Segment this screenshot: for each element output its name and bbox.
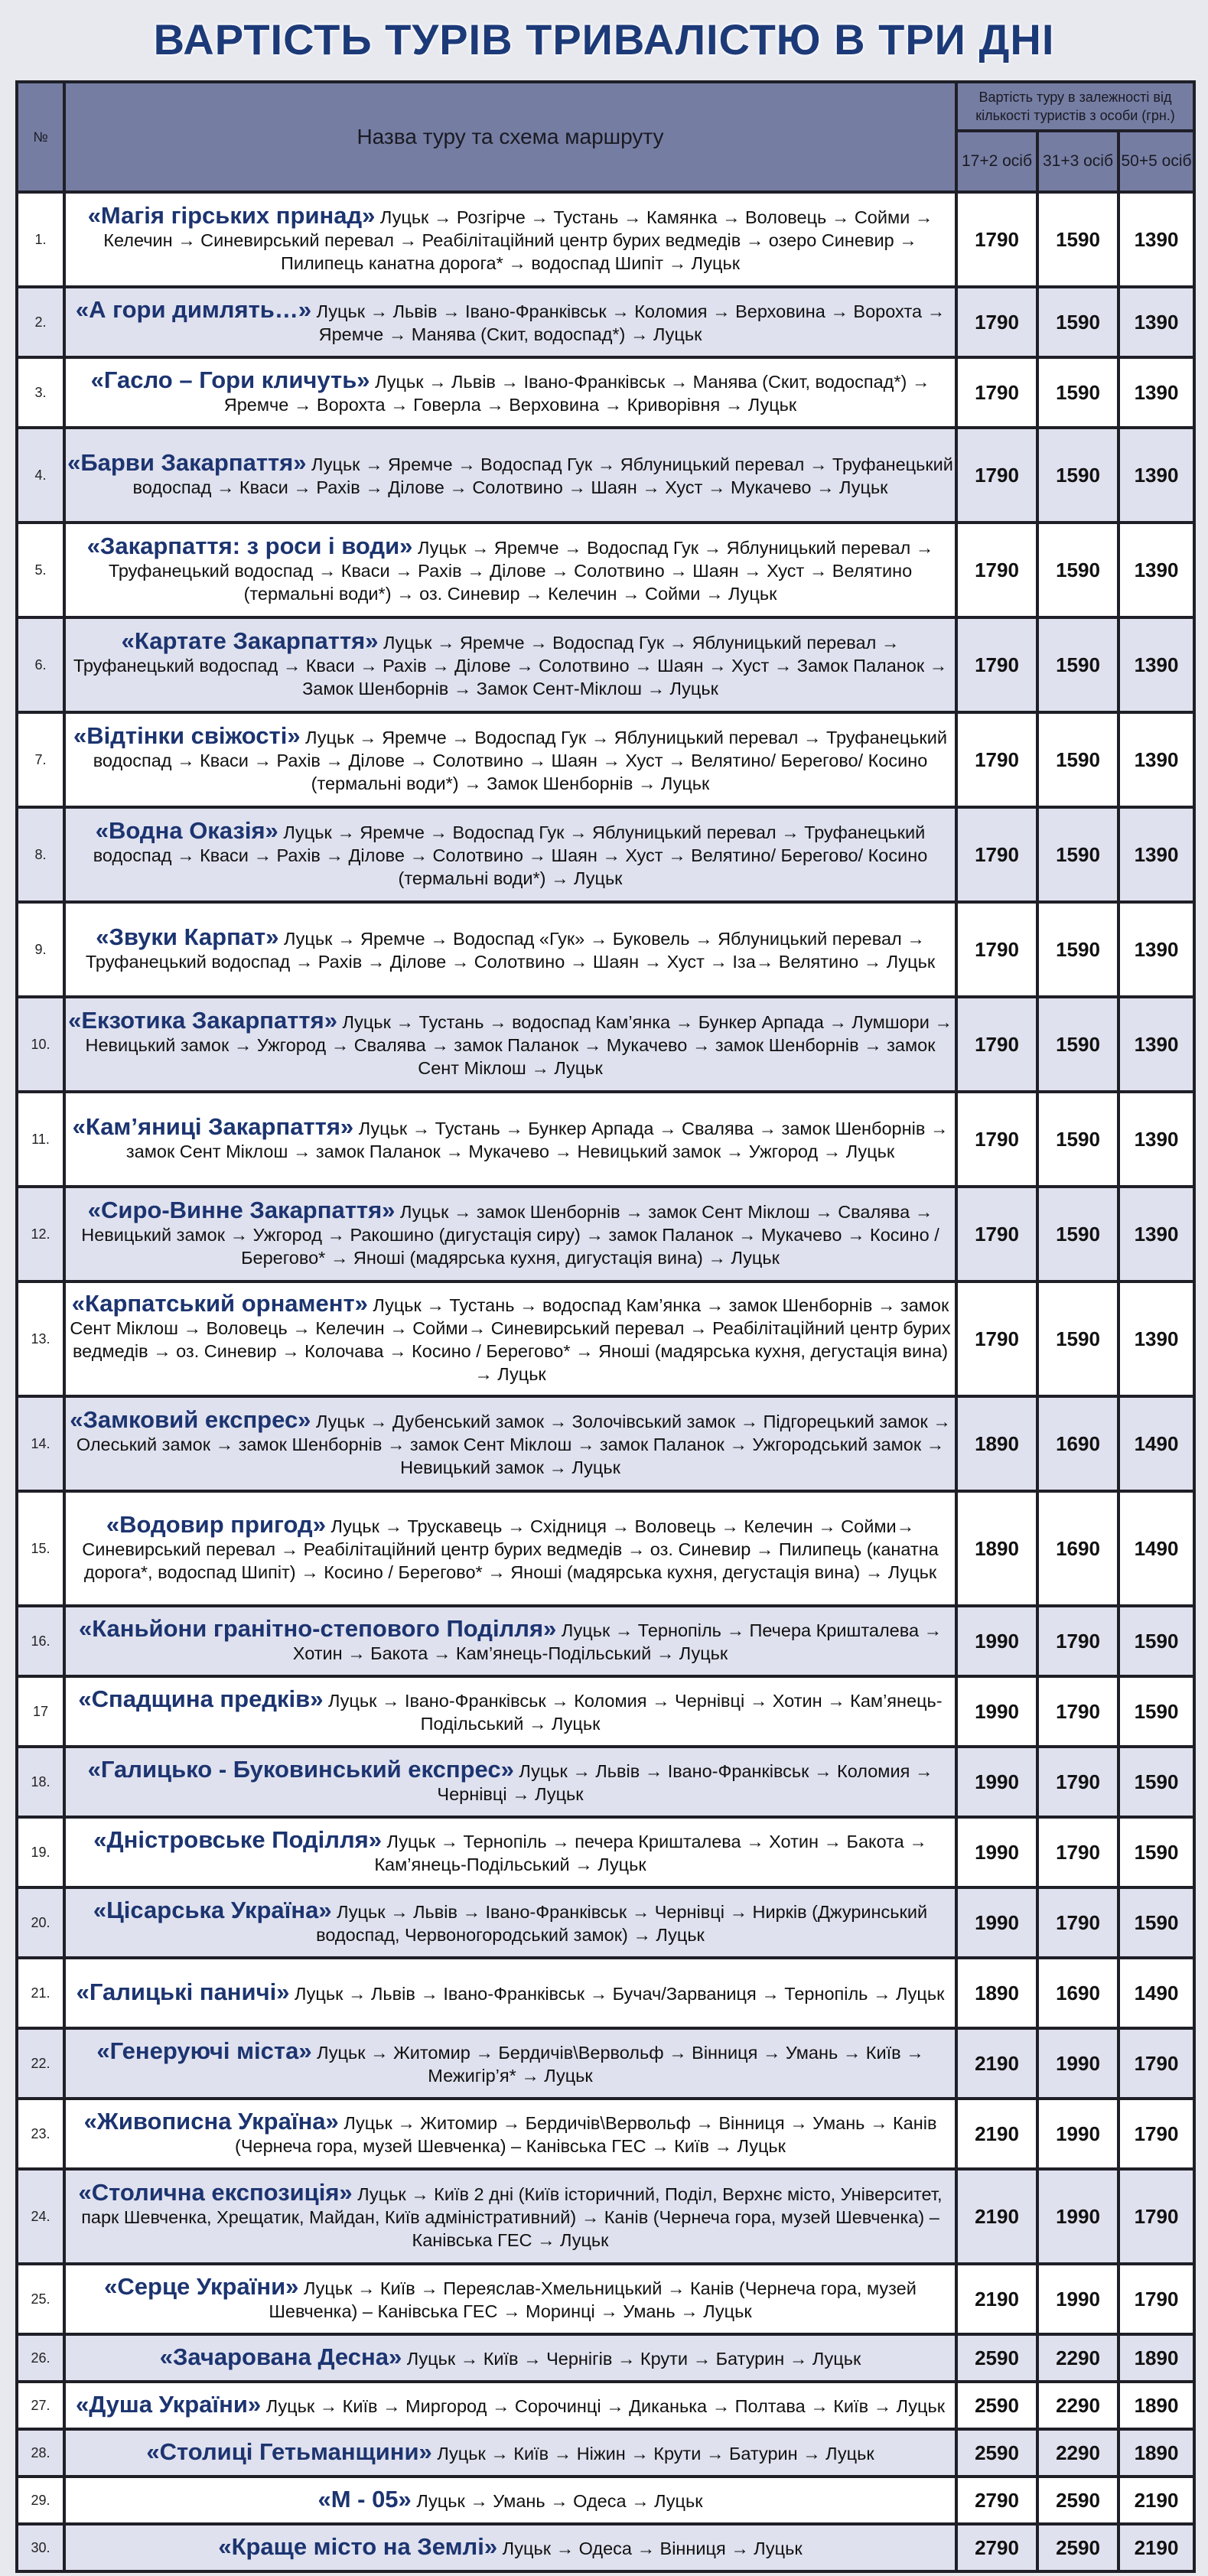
tour-price-2: 1590 (1037, 617, 1118, 712)
tour-name: «Сиро-Винне Закарпаття» (87, 1197, 396, 1223)
tour-route: Луцьк → Яремче → Водоспад Гук → Яблуницький перевал → Труфанецький водоспад → Кваси → Рахів → Ділове → Солотвино → Шаян → Хуст → Велятино (термальні води*) → оз. Синевир → Келечин → Сойми → Луцьк (108, 538, 934, 604)
tour-price-3: 1790 (1118, 2099, 1194, 2169)
tour-route-cell (64, 2028, 956, 2099)
tour-route-cell (64, 523, 956, 617)
tour-number: 10. (17, 997, 64, 1092)
tour-price-3: 1390 (1118, 902, 1194, 997)
tour-price-2: 1790 (1037, 1676, 1118, 1747)
tour-price-1: 1990 (956, 1887, 1037, 1958)
tour-price-2: 1690 (1037, 1491, 1118, 1606)
tour-price-1: 1790 (956, 712, 1037, 807)
tour-route-cell (64, 428, 956, 523)
tour-route-cell (64, 2524, 956, 2571)
tour-name: «Столична експозиція» (78, 2179, 353, 2206)
tour-number: 14. (17, 1396, 64, 1491)
tour-price-1: 1990 (956, 1606, 1037, 1676)
tour-price-2: 1590 (1037, 1187, 1118, 1281)
tour-price-2: 2290 (1037, 2429, 1118, 2477)
tour-number: 11. (17, 1092, 64, 1187)
tour-route: Луцьк → Київ → Чернігів → Крути → Батурин → Луцьк (406, 2349, 861, 2369)
tour-price-3: 1790 (1118, 2264, 1194, 2334)
tour-price-2: 1990 (1037, 2264, 1118, 2334)
tour-route-cell (64, 2264, 956, 2334)
tour-route: Луцьк → Яремче → Водоспад Гук → Яблуницький перевал → Труфанецький водоспад → Кваси → Рахів → Ділове → Солотвино → Шаян → Хуст → Мукачево → Луцьк (132, 454, 953, 497)
tour-row (17, 1281, 1194, 1396)
tour-number: 8. (17, 807, 64, 902)
tour-price-1: 2190 (956, 2099, 1037, 2169)
tour-route: Луцьк → Трускавець → Східниця → Воловець → Келечин → Сойми→ Синевирський перевал → Реабілітаційний центр бурих ведмедів → оз. Синевир → Пилипець (канатна дорога*, водоспад Шипіт) → Косино / Берегово* → Яноші (мадярська кухня, дегустація вина) → Луцьк (82, 1516, 939, 1582)
tour-number: 9. (17, 902, 64, 997)
tour-route: Луцьк → Житомир → Бердичів\Вервольф → Вінниця → Умань → Київ → Межигір’я* → Луцьк (317, 2043, 924, 2086)
tour-number: 12. (17, 1187, 64, 1281)
tour-name: «Екзотика Закарпаття» (68, 1007, 337, 1034)
tour-route-cell (64, 1606, 956, 1676)
tour-number: 19. (17, 1817, 64, 1887)
tour-name: «Магія гірських принад» (87, 202, 376, 229)
tour-row (17, 523, 1194, 617)
tour-route: Луцьк → Київ → Миргород → Сорочинці → Диканька → Полтава → Київ → Луцьк (265, 2396, 946, 2416)
header-price-group: Вартість туру в залежності від кількості туристів з особи (грн.) (956, 82, 1194, 131)
tour-price-1: 1890 (956, 1491, 1037, 1606)
tour-route-cell (64, 357, 956, 428)
tour-number: 26. (17, 2334, 64, 2382)
tour-route: Луцьк → Умань → Одеса → Луцьк (416, 2491, 703, 2511)
tour-price-2: 2290 (1037, 2334, 1118, 2382)
tour-name: «Живописна Україна» (83, 2108, 339, 2135)
tour-route: Луцьк → Одеса → Вінниця → Луцьк (502, 2539, 803, 2558)
tour-number: 13. (17, 1281, 64, 1396)
tour-price-1: 1890 (956, 1958, 1037, 2028)
tour-price-1: 1790 (956, 428, 1037, 523)
tour-price-1: 2190 (956, 2264, 1037, 2334)
tour-name: «Галицько - Буковинський експрес» (87, 1756, 514, 1783)
tour-route: Луцьк → Київ → Переяслав-Хмельницький → Канів (Чернеча гора, музей Шевченка) – Канівська ГЕС → Моринці → Умань → Луцьк (269, 2278, 917, 2321)
tour-row (17, 617, 1194, 712)
tour-price-3: 1390 (1118, 192, 1194, 287)
tour-route: Луцьк → Львів → Івано-Франківськ → Чернівці → Нирків (Джуринський водоспад, Червоногородський замок) → Луцьк (316, 1902, 928, 1945)
tour-price-2: 1590 (1037, 1092, 1118, 1187)
tour-route: Луцьк → Львів → Івано-Франківськ → Коломия → Верховина → Ворохта → Яремче → Манява (Скит, водоспад*) → Луцьк (316, 301, 946, 344)
tour-name: «Столиці Гетьманщини» (146, 2438, 432, 2465)
tour-price-2: 1790 (1037, 1817, 1118, 1887)
tour-number: 30. (17, 2524, 64, 2571)
tour-price-2: 1590 (1037, 997, 1118, 1092)
tour-number: 27. (17, 2382, 64, 2429)
page-title: ВАРТІСТЬ ТУРІВ ТРИВАЛІСТЮ В ТРИ ДНІ (153, 15, 1055, 64)
tour-price-2: 1990 (1037, 2169, 1118, 2264)
tour-row (17, 2169, 1194, 2264)
tour-price-3: 1390 (1118, 1281, 1194, 1396)
tour-price-1: 1790 (956, 997, 1037, 1092)
tour-route: Луцьк → Тернопіль → Печера Кришталева → Хотин → Бакота → Кам’янець-Подільський → Луцьк (292, 1620, 943, 1663)
tour-route-cell (64, 1747, 956, 1817)
tour-number: 18. (17, 1747, 64, 1817)
tour-price-1: 1790 (956, 1092, 1037, 1187)
tour-name: «Серце України» (104, 2273, 299, 2300)
tour-row (17, 1817, 1194, 1887)
tour-price-2: 1590 (1037, 712, 1118, 807)
tour-name: «Картате Закарпаття» (121, 627, 379, 654)
tour-number: 21. (17, 1958, 64, 2028)
tour-price-1: 2790 (956, 2524, 1037, 2571)
tour-price-1: 2190 (956, 2169, 1037, 2264)
tour-number: 15. (17, 1491, 64, 1606)
tour-name: «Барви Закарпаття» (67, 449, 307, 476)
tour-number: 20. (17, 1887, 64, 1958)
tour-number: 24. (17, 2169, 64, 2264)
tour-route-cell (64, 1676, 956, 1747)
tour-row (17, 192, 1194, 287)
tour-price-3: 1590 (1118, 1887, 1194, 1958)
tour-price-2: 1690 (1037, 1396, 1118, 1491)
tour-row (17, 2028, 1194, 2099)
tour-price-2: 1590 (1037, 807, 1118, 902)
tour-route: Луцьк → Житомир → Бердичів\Вервольф → Вінниця → Умань → Канів (Чернеча гора, музей Шевченка) – Канівська ГЕС → Київ → Луцьк (235, 2113, 937, 2156)
tour-number: 25. (17, 2264, 64, 2334)
tour-row (17, 2477, 1194, 2524)
tour-price-2: 1690 (1037, 1958, 1118, 2028)
tour-route-cell (64, 807, 956, 902)
tour-route-cell (64, 1958, 956, 2028)
tour-price-2: 1590 (1037, 523, 1118, 617)
tour-price-3: 1390 (1118, 357, 1194, 428)
tour-price-3: 2190 (1118, 2524, 1194, 2571)
tour-route: Луцьк → Київ 2 дні (Київ історичний, Поділ, Верхнє місто, Університет, парк Шевченка, Хрещатик, Майдан, Київ адміністративний) → Канів (Чернеча гора, музей Шевченка) – Канівська ГЕС → Луцьк (81, 2184, 943, 2250)
tour-price-1: 1790 (956, 1281, 1037, 1396)
tour-price-1: 1990 (956, 1817, 1037, 1887)
tour-price-3: 1390 (1118, 523, 1194, 617)
tour-price-2: 2590 (1037, 2477, 1118, 2524)
tour-route-cell (64, 712, 956, 807)
tour-row (17, 2382, 1194, 2429)
tour-price-3: 1590 (1118, 1817, 1194, 1887)
tour-price-2: 1990 (1037, 2099, 1118, 2169)
tour-route-cell (64, 902, 956, 997)
tour-name: «Душа України» (75, 2391, 262, 2418)
tour-route: Луцьк → Яремче → Водоспад Гук → Яблуницький перевал → Труфанецький водоспад → Кваси → Рахів → Ділове → Солотвино → Шаян → Хуст → Велятино/ Берегово/ Косино (термальні води*) → Замок Шенборнів → Луцьк (93, 728, 947, 793)
tour-price-3: 1890 (1118, 2429, 1194, 2477)
tour-number: 1. (17, 192, 64, 287)
tour-price-1: 1790 (956, 902, 1037, 997)
tour-row (17, 1606, 1194, 1676)
tour-route-cell (64, 1491, 956, 1606)
tour-route: Луцьк → Івано-Франківськ → Коломия → Чернівці → Хотин → Кам’янець-Подільський → Луцьк (327, 1691, 943, 1734)
tour-row (17, 1747, 1194, 1817)
tour-name: «Галицькі паничі» (76, 1978, 290, 2005)
tour-price-1: 1890 (956, 1396, 1037, 1491)
tour-name: «Замковий експрес» (70, 1406, 311, 1433)
tour-price-2: 1790 (1037, 1606, 1118, 1676)
tour-number: 5. (17, 523, 64, 617)
tour-price-3: 1590 (1118, 1747, 1194, 1817)
tour-route-cell (64, 1187, 956, 1281)
tour-route: Луцьк → Яремче → Водоспад «Гук» → Буковель → Яблуницький перевал → Труфанецький водоспад → Рахів → Ділове → Солотвино → Шаян → Хуст → Іза→ Велятино → Луцьк (85, 929, 936, 972)
tour-name: «Цісарська Україна» (93, 1897, 332, 1923)
tour-row (17, 1491, 1194, 1606)
tour-row (17, 1887, 1194, 1958)
tour-price-1: 2190 (956, 2028, 1037, 2099)
tour-number: 22. (17, 2028, 64, 2099)
tour-route-cell (64, 617, 956, 712)
tour-row (17, 712, 1194, 807)
header-price-col-1: 17+2 осіб (956, 131, 1037, 192)
tour-price-1: 1790 (956, 1187, 1037, 1281)
tour-price-1: 2790 (956, 2477, 1037, 2524)
tour-route: Луцьк → Львів → Івано-Франківськ → Бучач/Зарваниця → Тернопіль → Луцьк (294, 1984, 945, 2004)
tour-number: 7. (17, 712, 64, 807)
tour-price-3: 1790 (1118, 2028, 1194, 2099)
tour-price-2: 1590 (1037, 902, 1118, 997)
tour-route-cell (64, 1092, 956, 1187)
tour-route: Луцьк → Дубенський замок → Золочівський замок → Підгорецький замок → Олеський замок → замок Шенборнів → замок Сент Міклош → замок Паланок → Ужгородський замок → Невицький замок → Луцьк (76, 1412, 951, 1477)
tour-name: «Закарпаття: з роси і води» (86, 532, 413, 559)
tour-row (17, 2099, 1194, 2169)
tour-number: 28. (17, 2429, 64, 2477)
tour-price-1: 1990 (956, 1676, 1037, 1747)
tour-number: 23. (17, 2099, 64, 2169)
tour-name: «Краще місто на Землі» (218, 2533, 498, 2560)
tour-row (17, 2334, 1194, 2382)
tour-name: «Звуки Карпат» (96, 923, 279, 950)
header-tour-name: Назва туру та схема маршруту (64, 82, 956, 192)
tour-route-cell (64, 1281, 956, 1396)
tour-price-2: 1790 (1037, 1747, 1118, 1817)
tour-name: «М - 05» (317, 2486, 412, 2512)
tour-price-3: 1390 (1118, 1187, 1194, 1281)
tour-price-2: 1590 (1037, 192, 1118, 287)
tour-price-3: 1390 (1118, 1092, 1194, 1187)
tour-route-cell (64, 287, 956, 357)
tour-price-3: 1390 (1118, 807, 1194, 902)
tour-price-1: 2590 (956, 2382, 1037, 2429)
tour-row (17, 1187, 1194, 1281)
tour-row (17, 1092, 1194, 1187)
tour-route: Луцьк → Тустань → водоспад Кам’янка → Бункер Арпада → Лумшори → Невицький замок → Ужгород → Свалява → замок Паланок → Мукачево → замок Шенборнів → замок Сент Міклош → Луцьк (85, 1012, 952, 1078)
tour-price-1: 1790 (956, 523, 1037, 617)
tour-route-cell (64, 1817, 956, 1887)
tour-price-3: 1790 (1118, 2169, 1194, 2264)
tour-route-cell (64, 2477, 956, 2524)
tour-price-1: 2590 (956, 2334, 1037, 2382)
tour-name: «Спадщина предків» (78, 1685, 324, 1712)
tour-price-3: 1390 (1118, 287, 1194, 357)
tour-route-cell (64, 2099, 956, 2169)
tour-route: Луцьк → Тустань → водоспад Кам’янка → замок Шенборнів → замок Сент Міклош → Воловець → Келечин → Сойми→ Синевирський перевал → Реабілітаційний центр бурих ведмедів → оз. Синевир → Колочава → Косино / Берегово* → Яноші (мадярська кухня, дегустація вина) → Луцьк (70, 1295, 951, 1384)
tour-price-3: 1390 (1118, 617, 1194, 712)
tour-row (17, 428, 1194, 523)
tour-row (17, 902, 1194, 997)
tour-name: «Каньйони гранітно-степового Поділля» (78, 1615, 557, 1642)
tour-price-1: 1990 (956, 1747, 1037, 1817)
tour-route-cell (64, 2334, 956, 2382)
tour-number: 2. (17, 287, 64, 357)
tour-route-cell (64, 1887, 956, 1958)
tour-price-3: 1390 (1118, 997, 1194, 1092)
tour-name: «Дністровське Поділля» (93, 1826, 383, 1853)
tour-route: Луцьк → Яремче → Водоспад Гук → Яблуницький перевал → Труфанецький водоспад → Кваси → Рахів → Ділове → Солотвино → Шаян → Хуст → Замок Паланок → Замок Шенборнів → Замок Сент-Міклош → Луцьк (73, 633, 948, 699)
tour-row (17, 2524, 1194, 2571)
tour-row (17, 997, 1194, 1092)
tour-name: «Відтінки свіжості» (73, 722, 301, 749)
tour-route-cell (64, 2429, 956, 2477)
tour-name: «Кам’яниці Закарпаття» (72, 1113, 354, 1140)
tour-route-cell (64, 192, 956, 287)
tour-price-2: 1590 (1037, 428, 1118, 523)
tour-name: «А гори димлять…» (75, 296, 312, 323)
tour-route: Луцьк → Розгірче → Тустань → Камянка → Воловець → Сойми → Келечин → Синевирський перевал → Реабілітаційний центр бурих ведмедів → озеро Синевир → Пилипець канатна дорога* → водоспад Шипіт → Луцьк (103, 207, 933, 273)
tour-price-2: 1790 (1037, 1887, 1118, 1958)
tour-price-1: 1790 (956, 357, 1037, 428)
tour-route-cell (64, 997, 956, 1092)
tour-price-1: 1790 (956, 807, 1037, 902)
tour-row (17, 2264, 1194, 2334)
tour-route: Луцьк → Львів → Івано-Франківськ → Манява (Скит, водоспад*) → Яремче → Ворохта → Говерла → Верховина → Криворівня → Луцьк (223, 372, 930, 415)
tour-price-2: 1590 (1037, 357, 1118, 428)
tour-number: 6. (17, 617, 64, 712)
tour-price-3: 1490 (1118, 1396, 1194, 1491)
tour-route: Луцьк → Київ → Ніжин → Крути → Батурин → Луцьк (437, 2444, 874, 2464)
tour-price-2: 1590 (1037, 1281, 1118, 1396)
tour-row (17, 1958, 1194, 2028)
tour-row (17, 357, 1194, 428)
tour-route-cell (64, 1396, 956, 1491)
tour-route-cell (64, 2382, 956, 2429)
tour-name: «Гасло – Гори кличуть» (90, 366, 370, 393)
tour-route: Луцьк → Тернопіль → печера Кришталева → Хотин → Бакота → Кам’янець-Подільський → Луцьк (374, 1832, 927, 1874)
tour-number: 17 (17, 1676, 64, 1747)
tour-name: «Зачарована Десна» (159, 2343, 402, 2370)
tour-price-3: 1490 (1118, 1491, 1194, 1606)
tour-name: «Водовир пригод» (106, 1511, 326, 1538)
tour-price-3: 1890 (1118, 2334, 1194, 2382)
tour-route: Луцьк → Тустань → Бункер Арпада → Свалява → замок Шенборнів → замок Сент Міклош → замок Паланок → Мукачево → Невицький замок → Ужгород → Луцьк (125, 1119, 949, 1161)
tour-name: «Водна Оказія» (95, 817, 278, 844)
tour-price-2: 1590 (1037, 287, 1118, 357)
tour-number: 3. (17, 357, 64, 428)
tour-price-3: 1390 (1118, 712, 1194, 807)
tour-row (17, 287, 1194, 357)
tour-price-3: 1490 (1118, 1958, 1194, 2028)
tour-row (17, 1396, 1194, 1491)
header-number: № (17, 82, 64, 192)
tour-price-1: 1790 (956, 287, 1037, 357)
header-price-col-2: 31+3 осіб (1037, 131, 1118, 192)
tour-row (17, 1676, 1194, 1747)
tour-price-2: 2590 (1037, 2524, 1118, 2571)
tour-route: Луцьк → Яремче → Водоспад Гук → Яблуницький перевал → Труфанецький водоспад → Кваси → Рахів → Ділове → Солотвино → Шаян → Хуст → Велятино/ Берегово/ Косино (термальні води*) → Луцьк (93, 822, 928, 888)
tour-price-3: 2190 (1118, 2477, 1194, 2524)
tour-name: «Карпатський орнамент» (71, 1290, 368, 1317)
tour-price-3: 1390 (1118, 428, 1194, 523)
tour-name: «Генеруючі міста» (96, 2037, 312, 2064)
tour-number: 16. (17, 1606, 64, 1676)
tour-number: 29. (17, 2477, 64, 2524)
tour-row (17, 807, 1194, 902)
tour-number: 4. (17, 428, 64, 523)
tour-price-1: 1790 (956, 192, 1037, 287)
tours-price-table (15, 80, 1196, 2573)
tour-price-2: 2290 (1037, 2382, 1118, 2429)
header-price-col-3: 50+5 осіб (1118, 131, 1194, 192)
tour-price-3: 1890 (1118, 2382, 1194, 2429)
tour-route: Луцьк → Львів → Івано-Франківськ → Коломия → Чернівці → Луцьк (437, 1761, 933, 1804)
tour-price-2: 1990 (1037, 2028, 1118, 2099)
tour-price-1: 2590 (956, 2429, 1037, 2477)
tour-price-3: 1590 (1118, 1606, 1194, 1676)
tour-price-1: 1790 (956, 617, 1037, 712)
tour-route-cell (64, 2169, 956, 2264)
tour-rows (17, 192, 1194, 2571)
tour-route: Луцьк → замок Шенборнів → замок Сент Міклош → Свалява → Невицький замок → Ужгород → Ракошино (дигустація сиру) → замок Паланок → Мукачево → Косино / Берегово* → Яноші (мадярська кухня, дигустація вина) → Луцьк (81, 1202, 939, 1268)
tour-price-3: 1590 (1118, 1676, 1194, 1747)
tour-row (17, 2429, 1194, 2477)
